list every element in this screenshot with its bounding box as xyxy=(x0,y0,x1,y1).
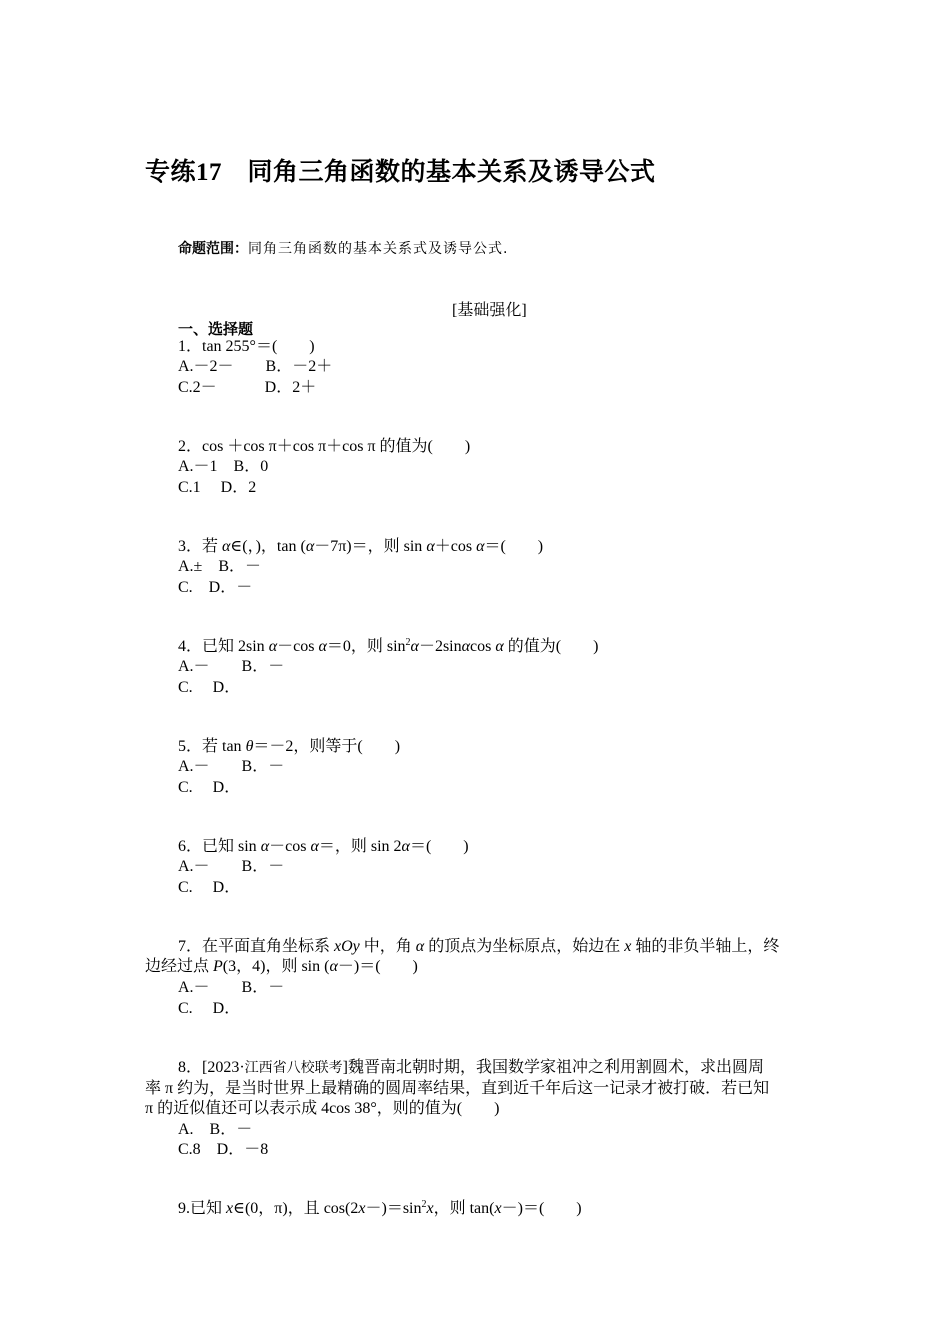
q9-var: x xyxy=(226,1200,234,1217)
q3-text: ＋cos xyxy=(434,538,477,555)
q3-var: α xyxy=(222,538,231,555)
question-6-options-cd: C. D． xyxy=(178,879,241,896)
question-5-options-ab: A.－ B．－ xyxy=(178,758,285,775)
q7-var: α xyxy=(415,938,425,955)
q4-text: 4．已知 2sin xyxy=(178,638,269,655)
question-7-stem-line-2 xyxy=(145,957,418,977)
question-8-options-ab: A. B．－ xyxy=(178,1121,253,1138)
question-8-options-cd: C.8 D．－8 xyxy=(178,1141,269,1158)
q4-var: α xyxy=(410,638,419,655)
question-2-stem: 2．cos ＋cos π＋cos π＋cos π 的值为( ) xyxy=(178,438,471,455)
question-3-stem xyxy=(178,537,543,557)
question-7-options-ab: A.－ B．－ xyxy=(178,979,285,996)
q8-text: ]魏晋南北朝时期，我国数学家祖冲之利用割圆术，求出圆周 xyxy=(342,1059,765,1076)
q6-text: 6．已知 sin xyxy=(178,838,261,855)
q7-text: 的顶点为坐标原点，始边在 xyxy=(424,938,625,955)
q6-var: α xyxy=(310,838,319,855)
scope-line xyxy=(178,238,508,258)
question-7-stem-line-1 xyxy=(178,937,779,957)
q9-var: x xyxy=(494,1200,502,1217)
question-5-stem xyxy=(178,737,400,757)
section-heading: [基础强化] xyxy=(452,302,527,319)
part-heading: 一、选择题 xyxy=(178,320,254,338)
question-4-options-cd: C. D． xyxy=(178,679,241,696)
question-6-stem xyxy=(178,837,469,857)
q7-var: α xyxy=(329,958,338,975)
question-1-options-ab: A.－2－ B．－2＋ xyxy=(178,358,333,375)
q5-var: θ xyxy=(245,738,254,755)
page-title: 专练17 同角三角函数的基本关系及诱导公式 xyxy=(145,159,656,186)
q9-var: x xyxy=(358,1200,366,1217)
q9-text: －)＝( ) xyxy=(501,1200,582,1217)
q4-text: ＝0，则 sin xyxy=(326,638,406,655)
q4-superscript: 2 xyxy=(405,637,411,648)
question-1-stem: 1．tan 255°＝( ) xyxy=(178,338,315,355)
q3-var: α xyxy=(426,538,435,555)
question-8-stem-line-2: 率 π 约为，是当时世界上最精确的圆周率结果，直到近千年后这一记录才被打破．若已知 xyxy=(145,1080,770,1097)
question-4-stem xyxy=(178,637,598,657)
q7-var: x xyxy=(624,938,632,955)
q8-source: 江西省八校联考 xyxy=(244,1060,343,1076)
q4-var: α xyxy=(268,638,278,655)
q3-text: ＝( ) xyxy=(484,538,544,555)
question-9-stem xyxy=(178,1199,582,1219)
q6-var: α xyxy=(260,838,270,855)
q3-text: ∈(，)，tan ( xyxy=(230,538,306,555)
question-8-stem-line-3: π 的近似值还可以表示成 4cos 38°，则的值为( ) xyxy=(145,1100,500,1117)
scope-text: 同角三角函数的基本关系式及诱导公式. xyxy=(248,241,509,257)
q7-var: P xyxy=(213,958,223,975)
q9-text: －)＝sin xyxy=(365,1200,422,1217)
scope-label: 命题范围： xyxy=(178,241,248,257)
q9-var: x xyxy=(426,1200,434,1217)
q7-var: xOy xyxy=(334,938,360,955)
q5-text: ＝－2，则等于( ) xyxy=(253,738,401,755)
question-2-options-cd: C.1 D．2 xyxy=(178,479,257,496)
q6-text: －cos xyxy=(269,838,311,855)
q7-text: 中，角 xyxy=(359,938,416,955)
question-4-options-ab: A.－ B．－ xyxy=(178,658,285,675)
q7-text: 边经过点 xyxy=(145,958,214,975)
q6-var: α xyxy=(401,838,410,855)
q3-text: 3．若 xyxy=(178,538,223,555)
q7-text: 轴的非负半轴上，终 xyxy=(631,938,780,955)
q4-text: cos xyxy=(470,638,496,655)
q8-text: 8．[2023· xyxy=(178,1059,245,1076)
q9-text: ，则 tan( xyxy=(433,1200,495,1217)
q4-var: α xyxy=(461,638,471,655)
q4-text: 的值为( ) xyxy=(503,638,599,655)
q7-text: －)＝( ) xyxy=(337,958,418,975)
question-1-options-cd: C.2－ D．2＋ xyxy=(178,379,317,396)
q4-text: －cos xyxy=(277,638,319,655)
q4-var: α xyxy=(318,638,327,655)
question-3-options-cd: C. D．－ xyxy=(178,579,253,596)
q6-text: ＝，则 sin 2 xyxy=(318,838,402,855)
question-2-options-ab: A.－1 B．0 xyxy=(178,458,269,475)
q4-var: α xyxy=(495,638,504,655)
q5-text: 5．若 tan xyxy=(178,738,246,755)
q4-text: －2sin xyxy=(418,638,462,655)
q9-text: ∈(0，π)，且 cos(2 xyxy=(233,1200,359,1217)
question-3-options-ab: A.± B．－ xyxy=(178,558,262,575)
q7-text: 7．在平面直角坐标系 xyxy=(178,938,335,955)
q3-var: α xyxy=(476,538,485,555)
question-6-options-ab: A.－ B．－ xyxy=(178,858,285,875)
q9-superscript: 2 xyxy=(421,1199,427,1210)
q6-text: ＝( ) xyxy=(409,838,469,855)
q3-var: α xyxy=(305,538,315,555)
question-7-options-cd: C. D． xyxy=(178,1000,241,1017)
q7-text: (3，4)，则 sin ( xyxy=(222,958,330,975)
q3-text: －7π)＝，则 sin xyxy=(314,538,427,555)
question-8-stem-line-1 xyxy=(178,1058,764,1078)
q9-text: 9.已知 xyxy=(178,1200,227,1217)
question-5-options-cd: C. D． xyxy=(178,779,241,796)
